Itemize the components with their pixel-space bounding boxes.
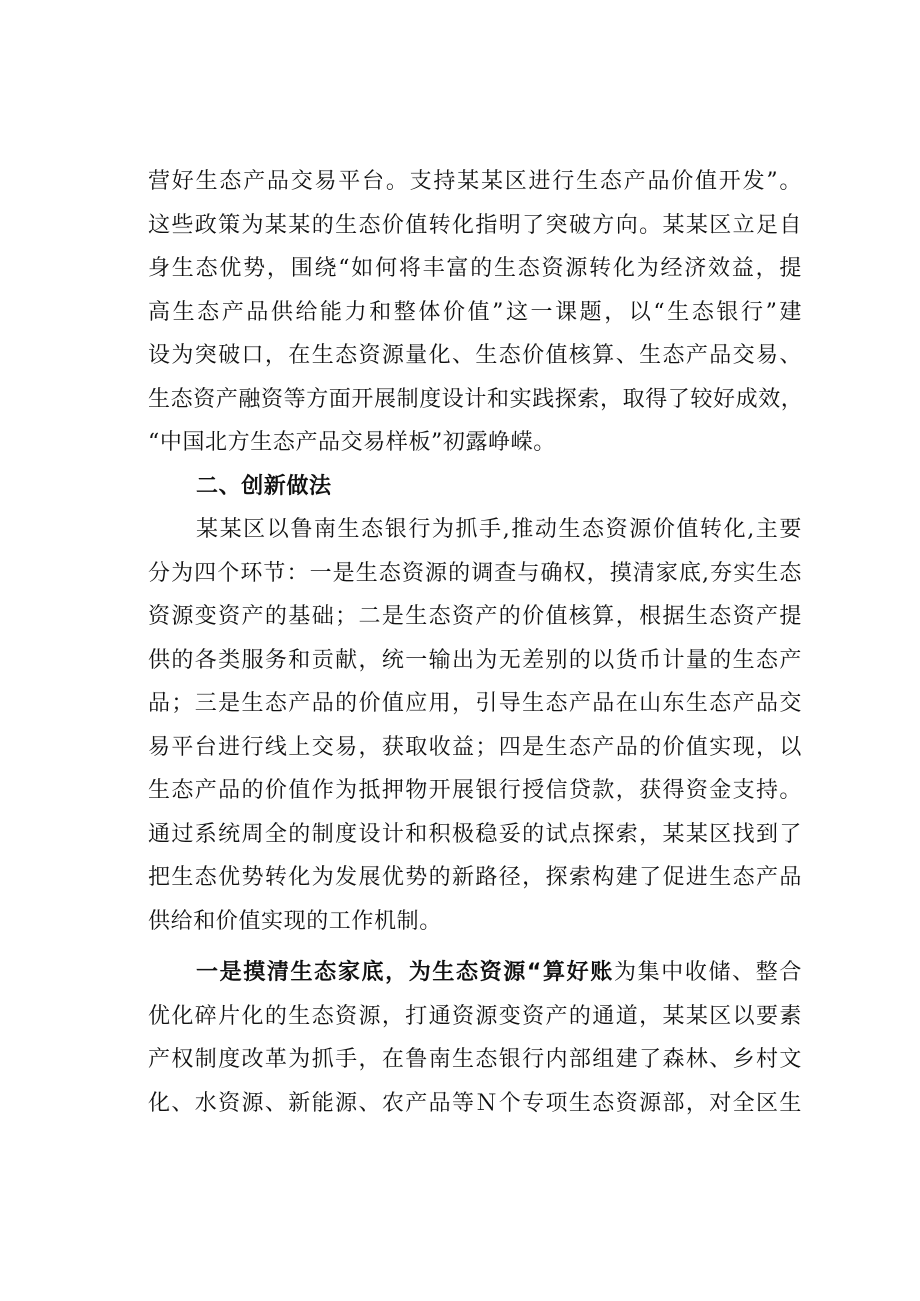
- text-line: 通过系统周全的制度设计和积极稳妥的试点探索，某某区找到了: [148, 821, 802, 847]
- bold-lead-phrase: 一是摸清生态家底，为生态资源“算好账: [196, 960, 614, 985]
- paragraph-policy-context: [148, 160, 802, 465]
- text-line: 供给和价值实现的工作机制。: [148, 908, 442, 934]
- text-line: 分为四个环节：一是生态资源的调查与确权，摸清家底,夯实生态: [148, 560, 802, 586]
- text-line: 高生态产品供给能力和整体价值”这一课题，以“生态银行”建: [148, 299, 802, 325]
- text-line: 营好生态产品交易平台。支持某某区进行生态产品价值开发”。: [148, 169, 802, 194]
- text-line: “中国北方生态产品交易样板”初露峥嵘。: [148, 430, 556, 455]
- document-body: [148, 160, 802, 1125]
- text-line: 资源变资产的基础；二是生态资产的价值核算，根据生态资产提: [148, 604, 802, 629]
- text-line: 身生态优势，围绕“如何将丰富的生态资源转化为经济效益，提: [148, 256, 802, 281]
- text-line: 这些政策为某某的生态价值转化指明了突破方向。某某区立足自: [148, 212, 802, 238]
- text-line: 化、水资源、新能源、农产品等Ｎ个专项生态资源部，对全区生: [148, 1090, 802, 1116]
- paragraph-gap: [148, 943, 802, 951]
- text-line: 生态资产融资等方面开展制度设计和实践探索，取得了较好成效，: [148, 386, 804, 412]
- text-line: 品；三是生态产品的价值应用，引导生态产品在山东生态产品交: [148, 691, 802, 716]
- text-line: [148, 951, 802, 995]
- text-run: 为集中收储、整合: [613, 960, 802, 985]
- section-heading: 二、创新做法: [196, 473, 332, 499]
- text-line: 优化碎片化的生态资源，打通资源变资产的通道，某某区以要素: [148, 1003, 802, 1029]
- paragraph-ecological-survey: [148, 951, 802, 1125]
- text-line: 把生态优势转化为发展优势的新路径，探索构建了促进生态产品: [148, 865, 802, 890]
- text-line: 某某区以鲁南生态银行为抓手,推动生态资源价值转化,主要: [196, 517, 802, 542]
- text-line: 产权制度改革为抓手，在鲁南生态银行内部组建了森林、乡村文: [148, 1047, 802, 1072]
- paragraph-innovation-overview: [148, 508, 802, 943]
- text-line: 生态产品的价值作为抵押物开展银行授信贷款，获得资金支持。: [148, 778, 802, 803]
- text-line: 设为突破口，在生态资源量化、生态价值核算、生态产品交易、: [148, 343, 802, 368]
- text-line: 易平台进行线上交易，获取收益；四是生态产品的价值实现，以: [148, 734, 802, 760]
- text-line: 供的各类服务和贡献，统一输出为无差别的以货币计量的生态产: [148, 647, 802, 673]
